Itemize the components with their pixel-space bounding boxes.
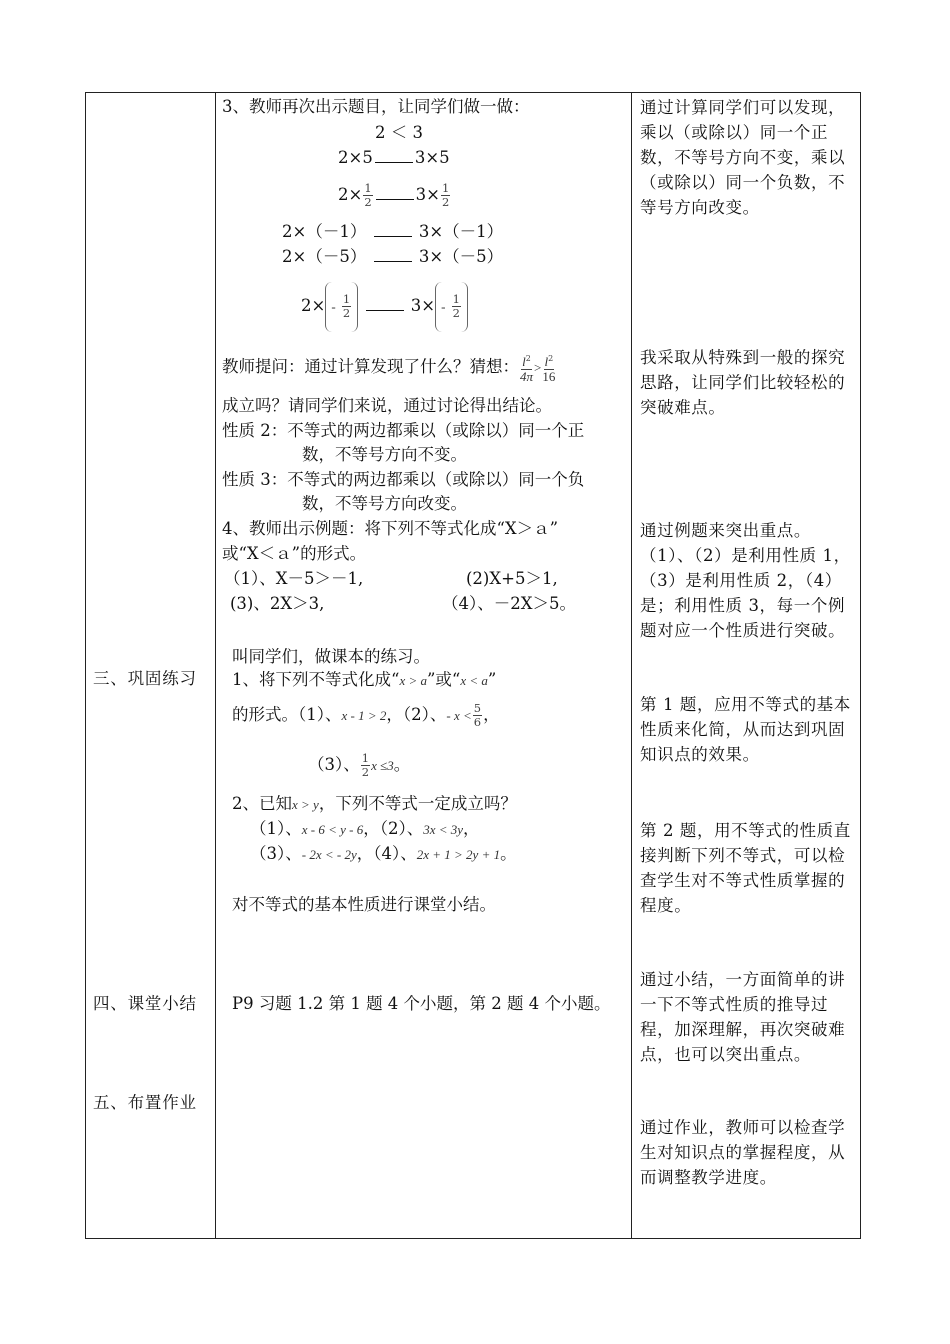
guess-right-fraction: $\frac{l^2}{16}$ [542, 353, 556, 384]
fraction-half: $\frac{1}{2}$ [364, 181, 372, 209]
property-3-line2: 数，不等号方向改变。 [302, 494, 467, 513]
section-summary: 四、课堂小结 [93, 994, 197, 1013]
question-suffix: 成立吗？请同学们来说，通过讨论得出结论。 [222, 396, 552, 415]
property-2-line1: 性质 2：不等式的两边都乘以（或除以）同一个正 [222, 421, 585, 440]
practice-1-intro: 1、将下列不等式化成“x > a”或“x < a” [232, 670, 497, 689]
fraction-half: $\frac{1}{2}$ [441, 181, 450, 209]
example-3: (3)、2X＞3, [230, 594, 325, 613]
example-4: （4）、－2X＞5。 [442, 594, 576, 613]
property-2-line2: 数，不等号方向不变。 [302, 445, 467, 464]
property-3-line1: 性质 3：不等式的两边都乘以（或除以）同一个负 [222, 470, 585, 489]
column-divider-left [215, 92, 216, 1239]
practice-2-line1: （1）、x - 6 < y - 6，（2）、3x < 3y， [250, 819, 480, 838]
note-summary: 通过小结，一方面简单的讲一下不等式性质的推导过程，加深理解，再次突破难点，也可以突出重点。 [640, 970, 846, 1064]
base-inequality: 2 ＜ 3 [375, 123, 423, 142]
row-times-neg5: 2×（－5） 3×（－5） [282, 247, 504, 266]
example-intro-line1: 4、教师出示例题：将下列不等式化成“X＞ａ” [222, 519, 559, 538]
note-homework: 通过作业，教师可以检查学生对知识点的掌握程度，从而调整教学进度。 [640, 1118, 846, 1187]
note-practice-2: 第 2 题，用不等式的性质直接判断下列不等式，可以检查学生对不等式性质掌握的程度。 [640, 821, 851, 915]
teacher-question: 教师提问：通过计算发现了什么？猜想： $\frac{l^2}{4\pi}$ > $\frac{l^2}{16}$ [222, 353, 556, 384]
practice-1-item-3: （3）、 $\frac{1}{2}$ x ≤3。 [308, 751, 411, 779]
row-times-neg-half: 2× - $\frac{1}{2}$ 3× - $\frac{1}{2}$ [301, 281, 468, 332]
example-1: （1）、X－5＞－1, [224, 569, 364, 588]
note-approach: 我采取从特殊到一般的探究思路，让同学们比较轻松的突破难点。 [640, 348, 846, 417]
practice-2-intro: 2、已知x > y，下列不等式一定成立吗？ [232, 794, 517, 813]
column-divider-right [631, 92, 632, 1239]
row-times-half: 2× $\frac{1}{2}$ 3× $\frac{1}{2}$ [338, 181, 450, 209]
row-times-5: 2×5 3×5 [338, 148, 450, 167]
practice-1-items: 的形式。（1）、x - 1 > 2，（2）、- x < $\frac{5}{6}$ ， [232, 701, 500, 729]
homework-text: P9 习题 1.2 第 1 题 4 个小题，第 2 题 4 个小题。 [232, 994, 611, 1013]
section-homework: 五、布置作业 [93, 1093, 197, 1112]
exercise-intro: 3、教师再次出示题目，让同学们做一做： [222, 97, 530, 116]
guess-left-fraction: $\frac{l^2}{4\pi}$ [520, 353, 534, 384]
note-practice-1: 第 1 题，应用不等式的基本性质来化简，从而达到巩固知识点的效果。 [640, 695, 851, 764]
row-times-neg1: 2×（－1） 3×（－1） [282, 222, 504, 241]
practice-2-line2: （3）、- 2x < - 2y，（4）、2x + 1 > 2y + 1。 [250, 844, 517, 863]
summary-text: 对不等式的基本性质进行课堂小结。 [232, 895, 496, 914]
note-examples: 通过例题来突出重点。（1）、（2）是利用性质 1，（3）是利用性质 2，（4）是；利用性质 3，每一个例题对应一个性质进行突破。 [640, 521, 851, 640]
note-calculation: 通过计算同学们可以发现，乘以（或除以）同一个正数，不等号方向不变，乘以（或除以）同一个负数，不等号方向改变。 [640, 98, 846, 217]
practice-intro: 叫同学们，做课本的练习。 [232, 647, 430, 666]
example-2: (2)X+5＞1, [466, 569, 558, 588]
example-intro-line2: 或“X＜ａ”的形式。 [222, 544, 367, 563]
section-consolidation: 三、巩固练习 [93, 669, 197, 688]
